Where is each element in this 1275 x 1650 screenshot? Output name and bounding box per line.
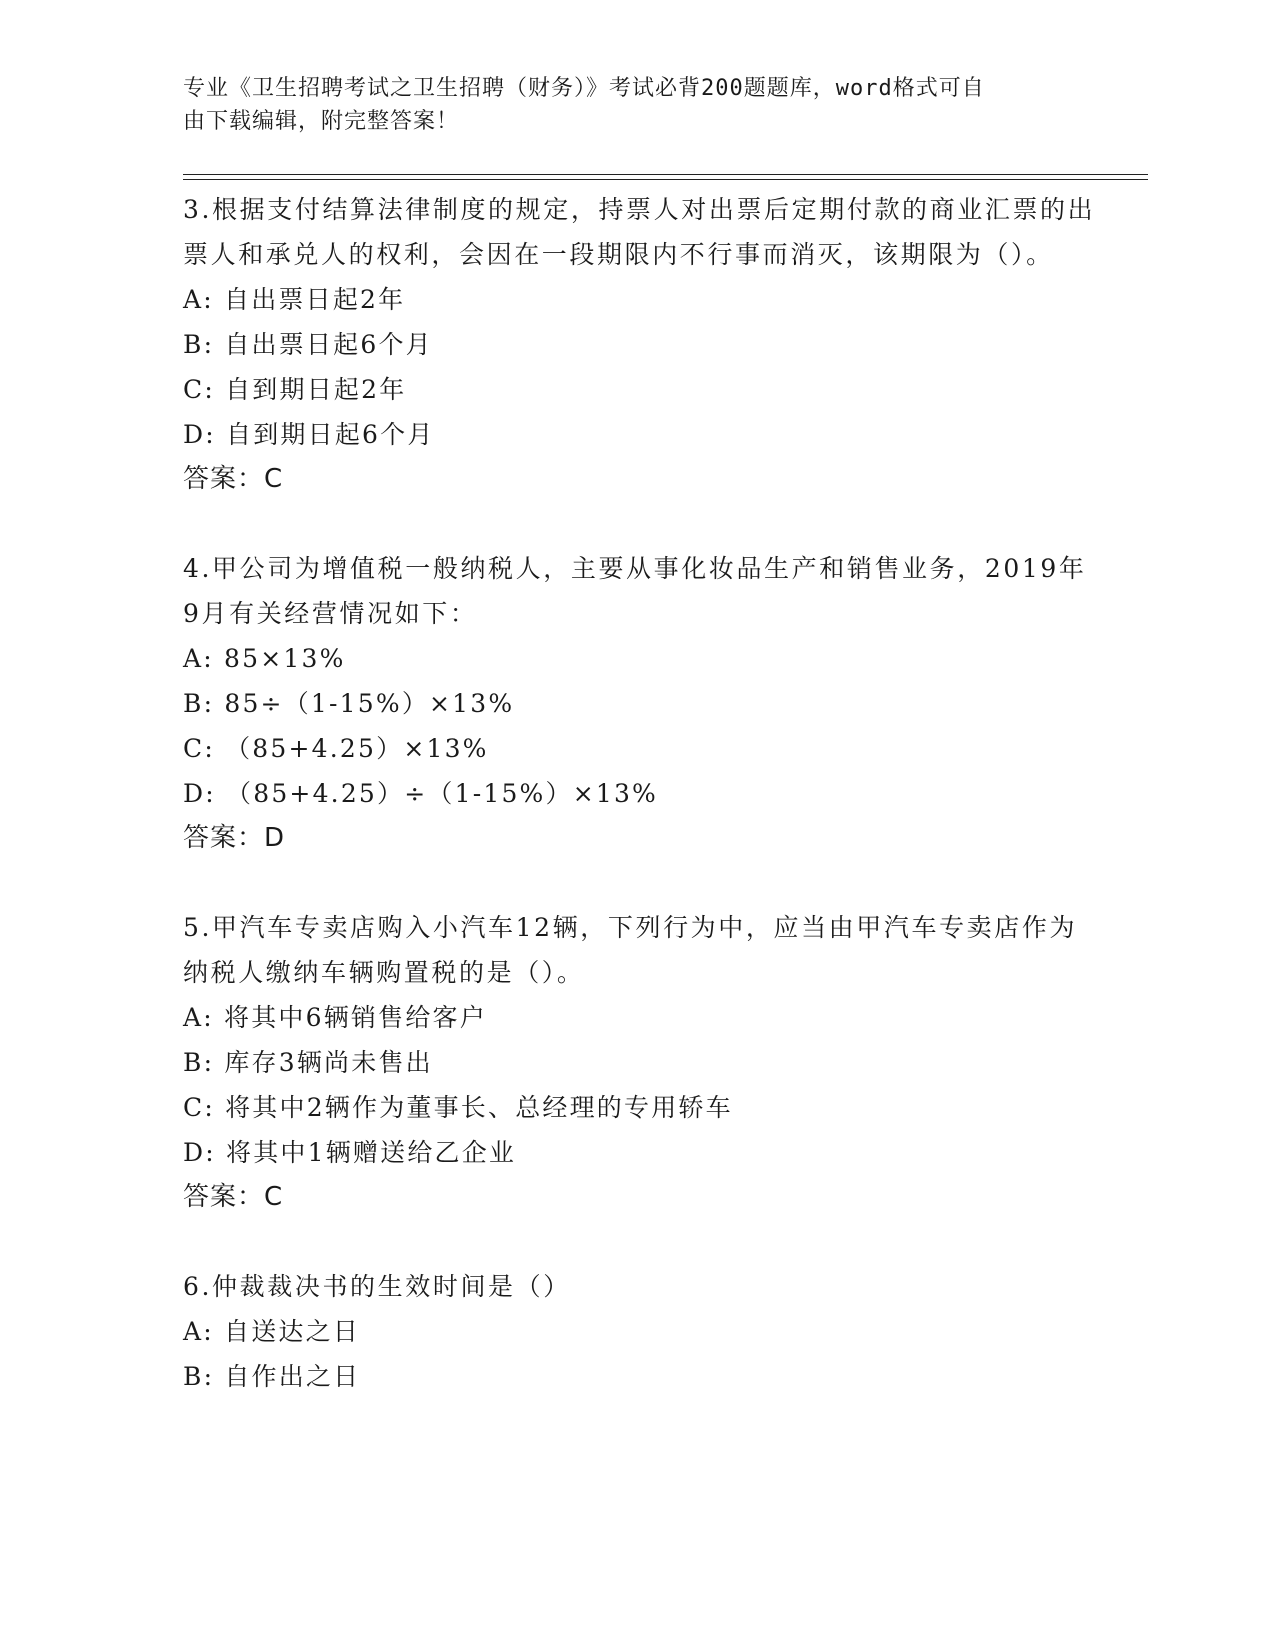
question-4 [183,546,1103,861]
option-d: D: 将其中1辆赠送给乙企业 [183,1138,517,1167]
answer-label: 答案：C [183,1182,284,1212]
option-a: A: 85×13% [183,644,346,673]
option-b: B: 库存3辆尚未售出 [183,1048,433,1077]
option-c: C: 自到期日起2年 [183,375,407,404]
question-3 [183,187,1103,502]
question-stem: 3.根据支付结算法律制度的规定，持票人对出票后定期付款的商业汇票的出票人和承兑人的权利，会因在一段期限内不行事而消灭，该期限为（）。 [183,195,1096,269]
document-header [183,72,1063,138]
option-a: A: 自送达之日 [183,1317,361,1346]
header-divider [183,174,1148,180]
answer-label: 答案：D [183,823,286,853]
header-title-line-1: 专业《卫生招聘考试之卫生招聘（财务）》考试必背200题题库，word格式可自 [183,76,985,101]
question-stem: 6.仲裁裁决书的生效时间是（） [183,1272,571,1301]
question-stem: 5.甲汽车专卖店购入小汽车12辆，下列行为中，应当由甲汽车专卖店作为纳税人缴纳车辆购置税的是（）。 [183,913,1078,987]
option-c: C: （85+4.25）×13% [183,734,489,763]
option-b: B: 85÷（1-15%）×13% [183,689,515,718]
option-d: D: 自到期日起6个月 [183,420,435,449]
question-list [183,187,1103,1443]
option-a: A: 将其中6辆销售给客户 [183,1003,487,1032]
option-b: B: 自出票日起6个月 [183,330,433,359]
option-a: A: 自出票日起2年 [183,285,406,314]
option-c: C: 将其中2辆作为董事长、总经理的专用轿车 [183,1093,733,1122]
option-d: D: （85+4.25）÷（1-15%）×13% [183,779,659,808]
question-6 [183,1264,1103,1399]
header-title-line-2: 由下载编辑，附完整答案！ [183,109,460,134]
answer-label: 答案：C [183,464,284,494]
option-b: B: 自作出之日 [183,1362,361,1391]
question-stem: 4.甲公司为增值税一般纳税人，主要从事化妆品生产和销售业务，2019年9月有关经营情况如下： [183,554,1087,628]
question-5 [183,905,1103,1220]
